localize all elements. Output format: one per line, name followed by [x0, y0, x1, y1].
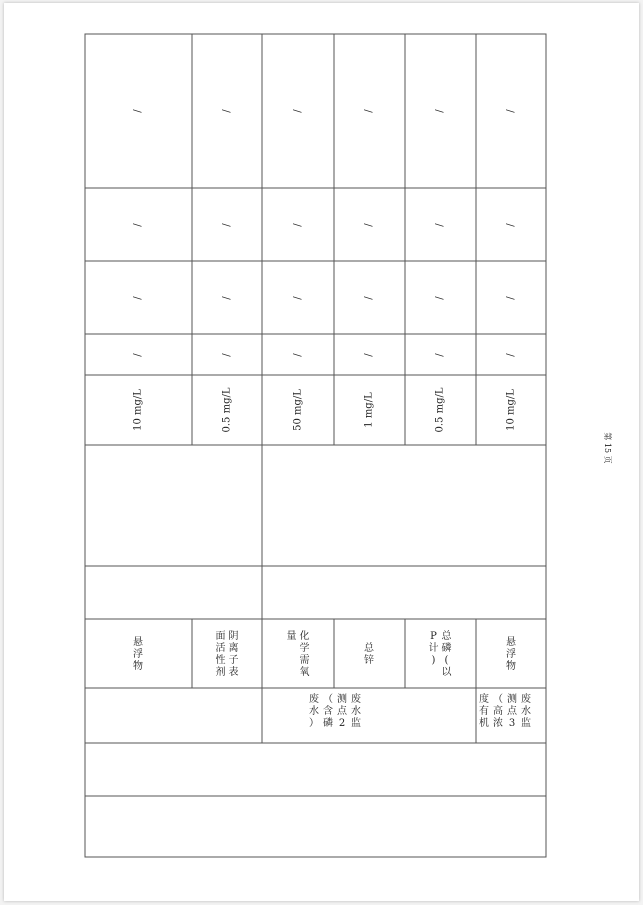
- slash-value: /: [132, 223, 144, 227]
- slash-value: /: [505, 353, 517, 357]
- monitoring-point-label: 废水监测点 3（高浓度有机: [479, 694, 531, 729]
- slash-value: /: [221, 109, 233, 113]
- pollutant-name: 悬浮物: [506, 637, 516, 672]
- slash-value: /: [221, 353, 233, 357]
- slash-value: /: [505, 223, 517, 227]
- slash-value: /: [434, 223, 446, 227]
- slash-value: /: [221, 223, 233, 227]
- slash-value: /: [132, 296, 144, 300]
- limit-value: 50 mg/L: [292, 389, 304, 431]
- page-number: 第 15 页: [603, 432, 612, 464]
- slash-value: /: [292, 109, 304, 113]
- slash-value: /: [363, 296, 375, 300]
- slash-value: /: [434, 353, 446, 357]
- slash-value: /: [132, 353, 144, 357]
- slash-value: /: [505, 296, 517, 300]
- slash-value: /: [292, 223, 304, 227]
- slash-value: /: [221, 296, 233, 300]
- monitoring-point-label: 废水监测点 2（含磷废水）: [309, 694, 361, 729]
- slash-value: /: [363, 109, 375, 113]
- slash-value: /: [363, 353, 375, 357]
- limit-value: 0.5 mg/L: [434, 387, 446, 433]
- pollutant-name: 化学需氧量: [286, 631, 310, 678]
- limit-value: 0.5 mg/L: [221, 387, 233, 433]
- slash-value: /: [292, 296, 304, 300]
- pollutant-name: 悬浮物: [133, 637, 143, 672]
- slash-value: /: [363, 223, 375, 227]
- limit-value: 1 mg/L: [363, 392, 375, 428]
- pollutant-name: 总磷(以P 计): [428, 631, 452, 678]
- pollutant-name: 阴离子表面活性剂: [215, 631, 239, 678]
- pollutant-name: 总锌: [364, 643, 374, 666]
- slash-value: /: [505, 109, 517, 113]
- slash-value: /: [434, 296, 446, 300]
- slash-value: /: [292, 353, 304, 357]
- limit-value: 10 mg/L: [132, 389, 144, 431]
- limit-value: 10 mg/L: [505, 389, 517, 431]
- slash-value: /: [434, 109, 446, 113]
- table-grid: [85, 34, 546, 857]
- slash-value: /: [132, 109, 144, 113]
